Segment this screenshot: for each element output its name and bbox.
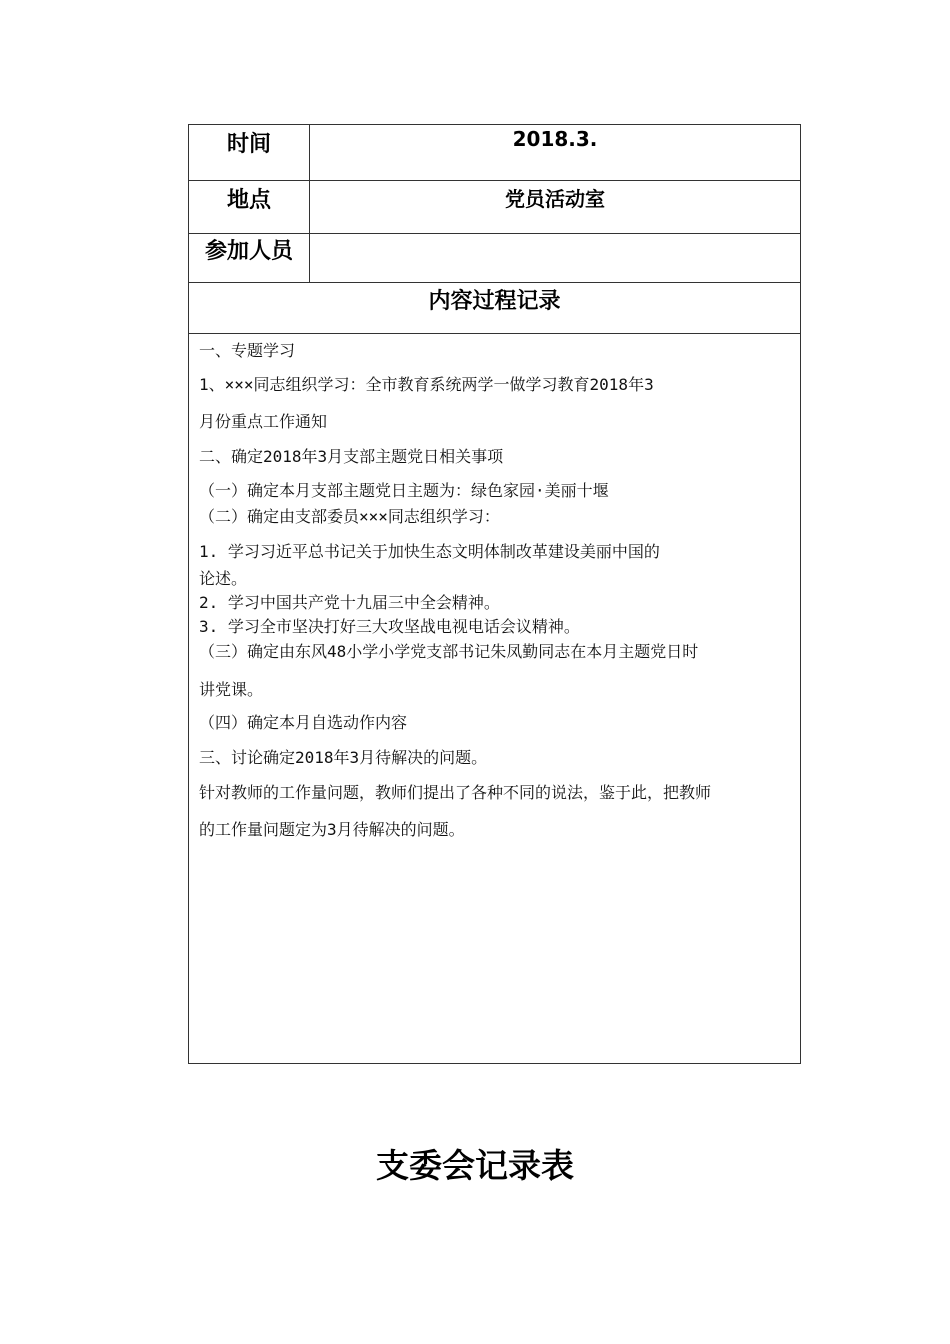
content-line: （三）确定由东风48小学小学党支部书记朱凤勤同志在本月主题党日时: [199, 642, 699, 661]
place-row: [189, 181, 800, 234]
content-heading-row: [189, 283, 800, 334]
content-line: 的工作量问题定为3月待解决的问题。: [199, 820, 465, 839]
content-line: 一、专题学习: [199, 341, 296, 360]
content-line: 3. 学习全市坚决打好三大攻坚战电视电话会议精神。: [199, 617, 580, 636]
place-label: 地点: [189, 181, 310, 233]
time-value: 2018.3.: [512, 127, 598, 151]
participants-label: 参加人员: [189, 234, 310, 282]
content-line: 论述。: [199, 569, 248, 588]
content-line: （四）确定本月自选动作内容: [199, 713, 408, 732]
time-label: 时间: [189, 125, 310, 180]
content-line: 2. 学习中国共产党十九届三中全会精神。: [199, 593, 500, 612]
content-line: 针对教师的工作量问题，教师们提出了各种不同的说法，鉴于此，把教师: [199, 783, 712, 802]
record-table: [188, 124, 801, 1064]
content-line: （一）确定本月支部主题党日主题为：绿色家园·美丽十堰: [199, 481, 609, 500]
content-line: 三、讨论确定2018年3月待解决的问题。: [199, 748, 488, 767]
place-value: 党员活动室: [505, 187, 605, 211]
content-line: 月份重点工作通知: [199, 412, 328, 431]
time-row: [189, 125, 800, 181]
content-line: 1. 学习习近平总书记关于加快生态文明体制改革建设美丽中国的: [199, 542, 660, 561]
content-line: 1、×××同志组织学习：全市教育系统两学一做学习教育2018年3: [199, 375, 654, 394]
content-line: （二）确定由支部委员×××同志组织学习：: [199, 507, 500, 526]
document-title: 支委会记录表: [376, 1146, 574, 1185]
content-line: 讲党课。: [199, 680, 264, 699]
content-line: 二、确定2018年3月支部主题党日相关事项: [199, 447, 504, 466]
participants-row: [189, 234, 800, 283]
content-heading: 内容过程记录: [428, 289, 561, 314]
participants-value: [310, 234, 800, 282]
